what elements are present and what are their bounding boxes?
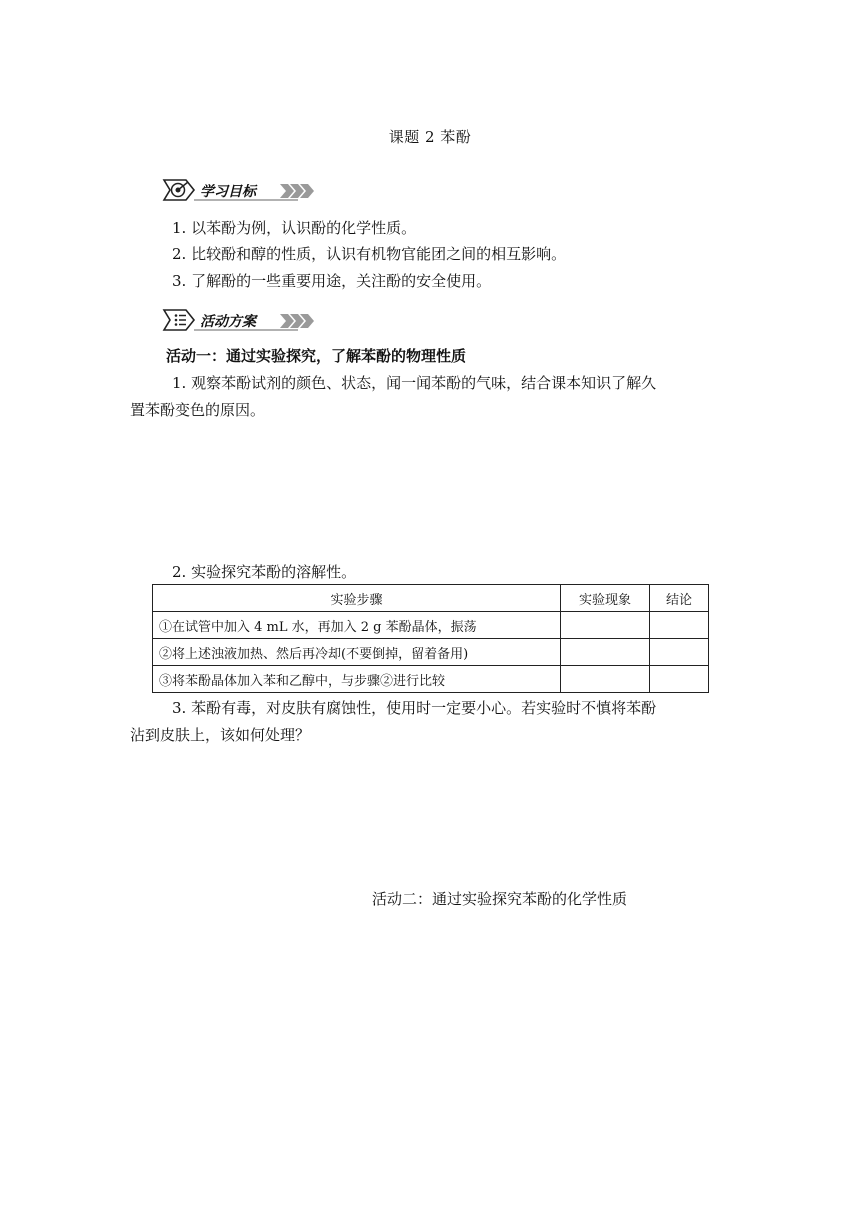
table-cell	[650, 639, 709, 666]
table-cell	[650, 666, 709, 693]
table-row	[153, 639, 709, 666]
table-header: 结论	[650, 585, 709, 612]
table-header-row	[153, 585, 709, 612]
table-header: 实验现象	[561, 585, 650, 612]
chevrons-icon	[280, 184, 314, 198]
table-cell: ③将苯酚晶体加入苯和乙醇中，与步骤②进行比较	[153, 666, 561, 693]
svg-text:学习目标: 学习目标	[200, 184, 256, 200]
list-icon	[164, 310, 194, 330]
table-header: 实验步骤	[153, 585, 561, 612]
goal-item: 2. 比较酚和醇的性质，认识有机物官能团之间的相互影响。	[172, 245, 567, 263]
plan-banner	[160, 308, 325, 332]
table-cell	[561, 612, 650, 639]
table-cell: ①在试管中加入 4 mL 水，再加入 2 g 苯酚晶体，振荡	[153, 612, 561, 639]
activity1-heading: 活动一：通过实验探究，了解苯酚的物理性质	[166, 347, 467, 365]
question-1-line2: 置苯酚变色的原因。	[130, 401, 266, 419]
question-3-line2: 沾到皮肤上，该如何处理？	[130, 726, 311, 744]
table-row	[153, 666, 709, 693]
table-cell	[561, 639, 650, 666]
experiment-table	[152, 584, 709, 693]
chevrons-icon	[280, 314, 314, 328]
table-cell	[561, 666, 650, 693]
goal-item: 3. 了解酚的一些重要用途，关注酚的安全使用。	[172, 272, 492, 290]
question-1-line1: 1. 观察苯酚试剂的颜色、状态，闻一闻苯酚的气味，结合课本知识了解久	[172, 374, 657, 392]
activity2-heading: 活动二：通过实验探究苯酚的化学性质	[372, 890, 628, 908]
question-3-line1: 3. 苯酚有毒，对皮肤有腐蚀性，使用时一定要小心。若实验时不慎将苯酚	[172, 699, 657, 717]
goals-banner	[160, 178, 325, 202]
page-title: 课题 2 苯酚	[388, 128, 472, 146]
question-2: 2. 实验探究苯酚的溶解性。	[172, 563, 357, 581]
table-cell: ②将上述浊液加热、然后再冷却(不要倒掉，留着备用)	[153, 639, 561, 666]
svg-text:活动方案: 活动方案	[200, 314, 256, 330]
target-icon	[164, 180, 194, 200]
goal-item: 1. 以苯酚为例，认识酚的化学性质。	[172, 219, 417, 237]
table-cell	[650, 612, 709, 639]
table-row	[153, 612, 709, 639]
